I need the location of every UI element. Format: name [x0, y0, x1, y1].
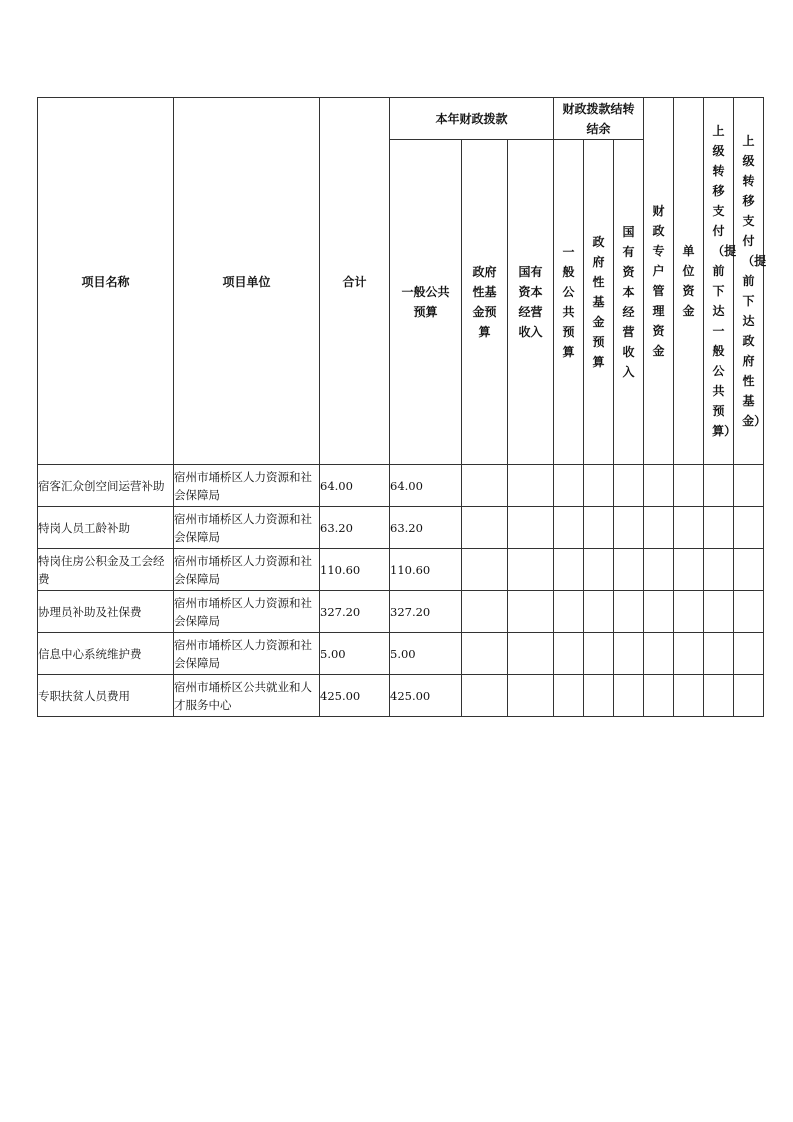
header-transfer-general: 上级转移支付（提前下达一般公共预算）: [704, 98, 734, 465]
header-carry-state-capital: 国有资本经营收入: [614, 140, 644, 465]
header-carry-gov-fund: 政府性基金预算: [584, 140, 614, 465]
header-sub-general-public: 一般公共预算: [390, 140, 462, 465]
table-row: [38, 549, 764, 591]
header-total: 合计: [320, 98, 390, 465]
cell-project-name: 宿客汇众创空间运营补助: [38, 465, 174, 507]
table-row: [38, 675, 764, 717]
header-current-year-fiscal: 本年财政拨款: [390, 98, 554, 140]
cell-project-name: 特岗住房公积金及工会经费: [38, 549, 174, 591]
cell-total: 110.60: [320, 549, 390, 591]
header-project-name: 项目名称: [38, 98, 174, 465]
project-budget-table: [37, 97, 767, 717]
cell-general-public: 327.20: [390, 591, 462, 633]
cell-project-unit: 宿州市埇桥区人力资源和社会保障局: [174, 507, 320, 549]
table-row: [38, 591, 764, 633]
table-row: [38, 633, 764, 675]
cell-general-public: 63.20: [390, 507, 462, 549]
header-sub-gov-fund: 政府性基金预算: [462, 140, 508, 465]
header-fiscal-carryover: 财政拨款结转结余: [554, 98, 644, 140]
cell-general-public: 5.00: [390, 633, 462, 675]
header-fiscal-special-account: 财政专户管理资金: [644, 98, 674, 465]
cell-project-unit: 宿州市埇桥区人力资源和社会保障局: [174, 591, 320, 633]
table-row: [38, 465, 764, 507]
header-project-unit: 项目单位: [174, 98, 320, 465]
cell-project-name: 信息中心系统维护费: [38, 633, 174, 675]
cell-project-unit: 宿州市埇桥区公共就业和人才服务中心: [174, 675, 320, 717]
cell-total: 425.00: [320, 675, 390, 717]
cell-total: 63.20: [320, 507, 390, 549]
header-unit-funds: 单位资金: [674, 98, 704, 465]
header-transfer-gov-fund: 上级转移支付（提前下达政府性基金）: [734, 98, 764, 465]
table-row: [38, 507, 764, 549]
cell-total: 64.00: [320, 465, 390, 507]
header-carry-general-public: 一般公共预算: [554, 140, 584, 465]
cell-project-unit: 宿州市埇桥区人力资源和社会保障局: [174, 633, 320, 675]
header-sub-state-capital: 国有资本经营收入: [508, 140, 554, 465]
cell-total: 5.00: [320, 633, 390, 675]
cell-project-unit: 宿州市埇桥区人力资源和社会保障局: [174, 549, 320, 591]
cell-project-name: 特岗人员工龄补助: [38, 507, 174, 549]
cell-project-name: 协理员补助及社保费: [38, 591, 174, 633]
cell-project-name: 专职扶贫人员费用: [38, 675, 174, 717]
cell-general-public: 425.00: [390, 675, 462, 717]
cell-project-unit: 宿州市埇桥区人力资源和社会保障局: [174, 465, 320, 507]
cell-general-public: 64.00: [390, 465, 462, 507]
cell-total: 327.20: [320, 591, 390, 633]
cell-general-public: 110.60: [390, 549, 462, 591]
